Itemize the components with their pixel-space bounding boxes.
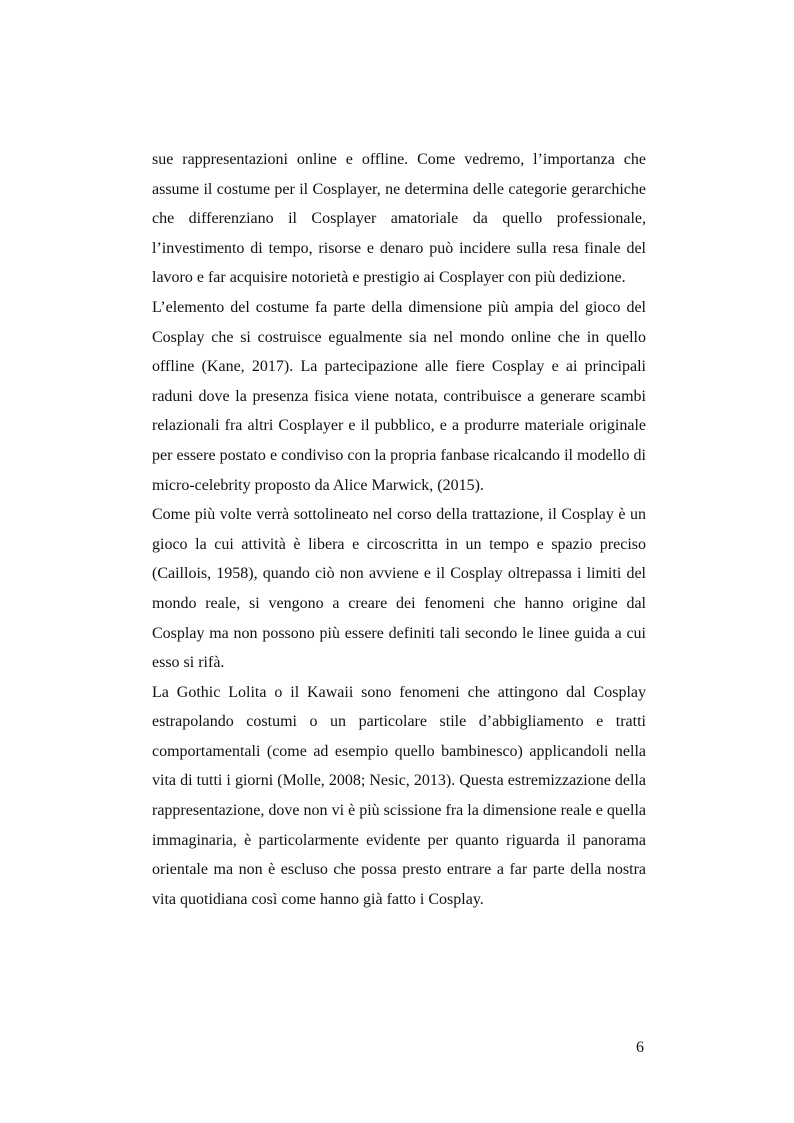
paragraph-4: La Gothic Lolita o il Kawaii sono fenomeni che attingono dal Cosplay estrapolando costumi o un particolare stile d’abbigliamento e tratti comportamentali (come ad esempio quello bambinesco) applicandoli nella vita di tutti i giorni (Molle, 2008; Nesic, 2013). Questa estremizzazione della rappresentazione, dove non vi è più scissione fra la dimensione reale e quella immaginaria, è particolarmente evidente per quanto riguarda il panorama orientale ma non è escluso che possa presto entrare a far parte della nostra vita quotidiana così come hanno già fatto i Cosplay. <box>152 683 646 908</box>
page-number: 6 <box>636 1039 644 1056</box>
paragraph-3: Come più volte verrà sottolineato nel corso della trattazione, il Cosplay è un gioco la cui attività è libera e circoscritta in un tempo e spazio preciso (Caillois, 1958), quando ciò non avviene e il Cosplay oltrepassa i limiti del mondo reale, si vengono a creare dei fenomeni che hanno origine dal Cosplay ma non possono più essere definiti tali secondo le linee guida a cui esso si rifà. <box>152 506 646 672</box>
paragraph-1: sue rappresentazioni online e offline. Come vedremo, l’importanza che assume il costume per il Cosplayer, ne determina delle categorie gerarchiche che differenziano il Cosplayer amatoriale da quello professionale, l’investimento di tempo, risorse e denaro può incidere sulla resa finale del lavoro e far acquisire notorietà e prestigio ai Cosplayer con più dedizione. <box>152 151 646 287</box>
paragraph-2: L’elemento del costume fa parte della dimensione più ampia del gioco del Cosplay che si costruisce egualmente sia nel mondo online che in quello offline (Kane, 2017). La partecipazione alle fiere Cosplay e ai principali raduni dove la presenza fisica viene notata, contribuisce a generare scambi relazionali fra altri Cosplayer e il pubblico, e a produrre materiale originale per essere postato e condiviso con la propria fanbase ricalcando il modello di micro-celebrity proposto da Alice Marwick, (2015). <box>152 298 646 494</box>
body-text <box>152 145 646 914</box>
